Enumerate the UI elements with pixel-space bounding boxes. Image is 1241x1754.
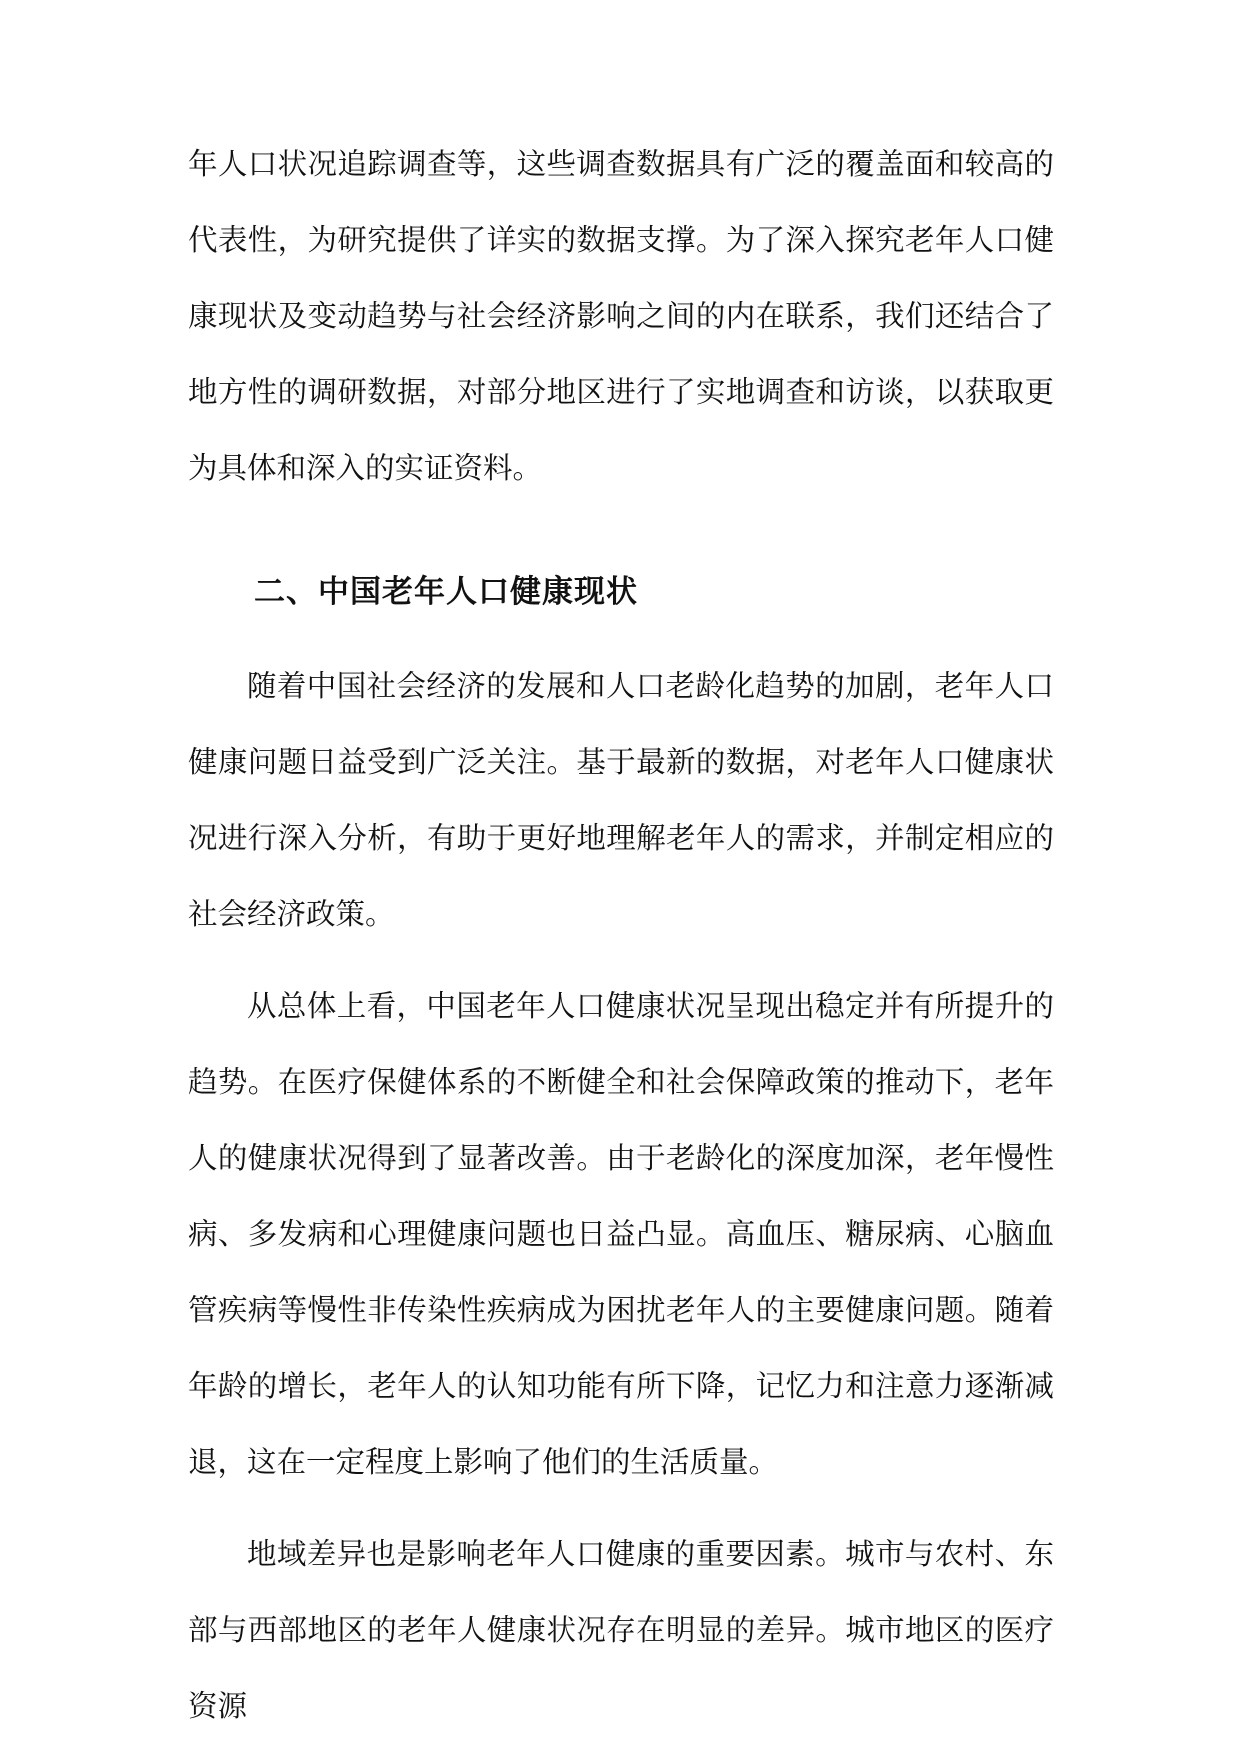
document-page <box>188 126 1054 1744</box>
continuation-paragraph: 年人口状况追踪调查等，这些调查数据具有广泛的覆盖面和较高的代表性，为研究提供了详实的数据支撑。为了深入探究老年人口健康现状及变动趋势与社会经济影响之间的内在联系，我们还结合了地方性的调研数据，对部分地区进行了实地调查和访谈，以获取更为具体和深入的实证资料。 <box>188 147 1054 485</box>
body-paragraph: 随着中国社会经济的发展和人口老龄化趋势的加剧，老年人口健康问题日益受到广泛关注。基于最新的数据，对老年人口健康状况进行深入分析，有助于更好地理解老年人的需求，并制定相应的社会经济政策。 <box>188 669 1054 931</box>
body-paragraph: 地域差异也是影响老年人口健康的重要因素。城市与农村、东部与西部地区的老年人健康状况存在明显的差异。城市地区的医疗资源 <box>188 1537 1054 1723</box>
body-paragraph: 从总体上看，中国老年人口健康状况呈现出稳定并有所提升的趋势。在医疗保健体系的不断健全和社会保障政策的推动下，老年人的健康状况得到了显著改善。由于老龄化的深度加深，老年慢性病、多发病和心理健康问题也日益凸显。高血压、糖尿病、心脑血管疾病等慢性非传染性疾病成为困扰老年人的主要健康问题。随着年龄的增长，老年人的认知功能有所下降，记忆力和注意力逐渐减退，这在一定程度上影响了他们的生活质量。 <box>188 989 1054 1479</box>
section-heading: 二、中国老年人口健康现状 <box>254 574 638 610</box>
